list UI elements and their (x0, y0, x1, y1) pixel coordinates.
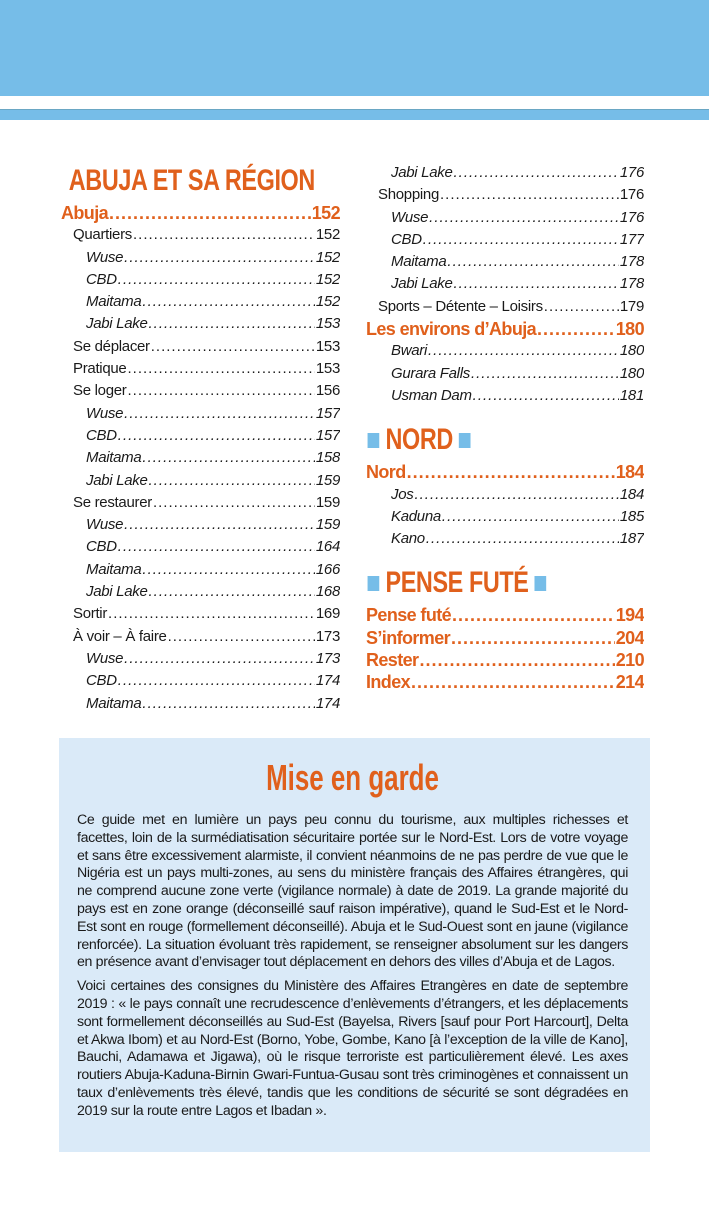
dot-leader (133, 224, 315, 246)
toc-entry[interactable] (61, 447, 340, 469)
dot-leader (127, 380, 314, 402)
toc-entry-page: 156 (315, 382, 340, 400)
dot-leader (452, 604, 615, 626)
toc-entry-label: Maitama (86, 293, 142, 311)
toc-entry-label: Index (366, 672, 411, 693)
dot-leader (440, 184, 619, 206)
toc-entry[interactable] (366, 162, 644, 184)
toc-entry-label: CBD (86, 426, 117, 444)
toc-entry-page: 185 (619, 507, 644, 525)
dot-leader (118, 536, 315, 558)
toc-entry[interactable] (61, 380, 340, 402)
toc-entry-page: 176 (619, 164, 644, 181)
toc-entry-label: Wuse (391, 208, 429, 226)
square-bullet-icon (459, 433, 471, 448)
dot-leader (473, 385, 619, 407)
toc-entry[interactable] (366, 506, 644, 528)
toc-entry[interactable] (366, 340, 644, 362)
header-stripe (0, 109, 709, 120)
dot-leader (118, 269, 315, 291)
toc-left-column (61, 162, 340, 715)
toc-entry[interactable] (366, 484, 644, 506)
toc-entry-label: Maitama (86, 449, 142, 467)
toc-entry-label: Wuse (86, 404, 124, 422)
toc-entry-label: Se loger (73, 382, 127, 400)
toc-entry-label: Wuse (86, 516, 124, 534)
dot-leader (118, 670, 315, 692)
toc-entry-label: Les environs d’Abuja (366, 319, 537, 340)
dot-leader (142, 447, 314, 469)
toc-entry-label: Abuja (61, 203, 109, 223)
toc-list-pense-fute (366, 604, 644, 693)
dot-leader (118, 425, 315, 447)
section-title-pense-fute: PENSE FUTÉ (366, 564, 583, 602)
toc-entry[interactable] (366, 251, 644, 273)
dot-leader (124, 514, 315, 536)
toc-entry-label: CBD (86, 672, 117, 690)
dot-leader (447, 251, 618, 273)
toc-entry-page: 159 (315, 493, 340, 511)
dot-leader (142, 291, 314, 313)
toc-entry-label: CBD (86, 270, 117, 288)
toc-right-column (366, 162, 644, 694)
toc-entry-page: 153 (315, 315, 340, 333)
dot-leader (471, 363, 619, 385)
toc-entry[interactable] (366, 528, 644, 550)
toc-entry[interactable] (366, 296, 644, 318)
toc-entry-label: CBD (391, 230, 422, 248)
toc-entry-label: Jabi Lake (391, 275, 453, 293)
toc-entry-page: 159 (315, 516, 340, 534)
toc-entry[interactable] (61, 693, 340, 715)
toc-list-abuja (61, 202, 340, 715)
toc-entry-page: 152 (315, 248, 340, 266)
toc-entry-label: Jos (391, 485, 414, 503)
toc-entry-label: Sortir (73, 605, 108, 623)
dot-leader (153, 492, 315, 514)
toc-entry-label: À voir – À faire (73, 627, 167, 645)
toc-entry-label: Gurara Falls (391, 364, 470, 382)
toc-entry-page: 187 (619, 530, 644, 548)
dot-leader (127, 358, 314, 380)
toc-entry[interactable] (61, 670, 340, 692)
toc-entry-page: 177 (619, 230, 644, 248)
toc-entry-page: 159 (315, 471, 340, 489)
dot-leader (537, 318, 615, 340)
toc-entry-page: 178 (619, 275, 644, 293)
toc-entry-label: Jabi Lake (86, 471, 148, 489)
toc-entry[interactable] (61, 358, 340, 380)
dot-leader (426, 528, 619, 550)
toc-entry-page: 180 (615, 319, 644, 340)
toc-entry-page: 153 (315, 337, 340, 355)
toc-entry-page: 174 (315, 672, 340, 690)
warning-box (59, 738, 650, 1152)
dot-leader (109, 202, 311, 224)
toc-entry-page: 179 (619, 297, 644, 315)
dot-leader (428, 340, 619, 362)
toc-entry[interactable] (61, 581, 340, 603)
dot-leader (142, 559, 314, 581)
toc-entry-label: Rester (366, 650, 419, 671)
toc-entry-label: Jabi Lake (391, 164, 453, 181)
toc-entry[interactable] (61, 313, 340, 335)
dot-leader (429, 207, 619, 229)
toc-entry-page: 166 (315, 560, 340, 578)
toc-entry-label: Wuse (86, 649, 124, 667)
toc-entry[interactable] (61, 269, 340, 291)
toc-entry-page: 152 (315, 226, 340, 244)
toc-entry[interactable] (366, 207, 644, 229)
toc-entry[interactable] (61, 648, 340, 670)
square-bullet-icon (535, 576, 547, 591)
toc-entry[interactable] (366, 385, 644, 407)
toc-entry-label: Jabi Lake (86, 315, 148, 333)
dot-leader (124, 648, 315, 670)
toc-entry-page: 173 (315, 649, 340, 667)
dot-leader (149, 313, 315, 335)
toc-entry-page: 176 (619, 208, 644, 226)
toc-list-abuja-continued (366, 162, 644, 407)
toc-entry-page: 178 (619, 253, 644, 271)
dot-leader (414, 484, 618, 506)
toc-entry-page: 157 (315, 426, 340, 444)
dot-leader (124, 247, 315, 269)
toc-entry-page: 153 (315, 360, 340, 378)
toc-entry[interactable] (61, 202, 340, 224)
toc-entry[interactable] (61, 536, 340, 558)
toc-entry-label: Usman Dam (391, 386, 472, 404)
toc-entry[interactable] (61, 247, 340, 269)
toc-entry-page: 169 (315, 605, 340, 623)
toc-entry-label: Bwari (391, 342, 428, 360)
dot-leader (454, 273, 619, 295)
toc-entry-page: 204 (615, 627, 644, 648)
toc-entry-label: CBD (86, 538, 117, 556)
toc-entry[interactable] (61, 559, 340, 581)
toc-entry[interactable] (366, 649, 644, 671)
toc-entry-label: Maitama (86, 560, 142, 578)
toc-entry-page: 158 (315, 449, 340, 467)
toc-entry[interactable] (61, 603, 340, 625)
toc-entry-label: Sports – Détente – Loisirs (378, 297, 543, 315)
toc-entry[interactable] (61, 291, 340, 313)
toc-entry-page: 152 (315, 293, 340, 311)
dot-leader (149, 470, 315, 492)
toc-entry-page: 210 (615, 650, 644, 671)
toc-entry[interactable] (366, 184, 644, 206)
toc-entry-label: Se restaurer (73, 493, 152, 511)
toc-entry[interactable] (61, 514, 340, 536)
toc-entry[interactable] (61, 626, 340, 648)
toc-entry-label: Wuse (86, 248, 124, 266)
toc-entry[interactable] (61, 425, 340, 447)
toc-entry[interactable] (366, 318, 644, 340)
toc-entry-label: Shopping (378, 186, 439, 204)
dot-leader (442, 506, 619, 528)
toc-entry-page: 181 (619, 386, 644, 404)
toc-entry-label: Maitama (391, 253, 447, 271)
dot-leader (423, 229, 619, 251)
square-bullet-icon (368, 576, 380, 591)
dot-leader (419, 649, 614, 671)
toc-list-nord (366, 461, 644, 550)
toc-entry[interactable] (366, 627, 644, 649)
toc-entry-page: 214 (615, 672, 644, 693)
dot-leader (451, 627, 615, 649)
toc-entry-label: Jabi Lake (86, 583, 148, 601)
header-band (0, 0, 709, 96)
toc-entry[interactable] (61, 336, 340, 358)
toc-entry-label: Se déplacer (73, 337, 150, 355)
dot-leader (411, 671, 615, 693)
toc-entry-page: 194 (615, 605, 644, 626)
warning-title: Mise en garde (266, 757, 439, 798)
toc-entry[interactable] (366, 461, 644, 483)
toc-entry-label: Pense futé (366, 605, 452, 626)
toc-entry-page: 173 (315, 627, 340, 645)
toc-entry-page: 168 (315, 583, 340, 601)
toc-entry[interactable] (366, 363, 644, 385)
toc-entry[interactable] (366, 273, 644, 295)
toc-entry-page: 164 (315, 538, 340, 556)
toc-entry[interactable] (366, 229, 644, 251)
toc-entry[interactable] (61, 403, 340, 425)
dot-leader (149, 581, 315, 603)
square-bullet-icon (368, 433, 380, 448)
toc-entry-page: 180 (619, 364, 644, 382)
toc-entry[interactable] (61, 470, 340, 492)
toc-entry[interactable] (61, 224, 340, 246)
dot-leader (124, 403, 315, 425)
toc-entry[interactable] (366, 671, 644, 693)
toc-entry[interactable] (366, 604, 644, 626)
toc-entry-label: S’informer (366, 627, 451, 648)
toc-entry-page: 180 (619, 342, 644, 360)
toc-entry-page: 152 (311, 203, 340, 223)
toc-entry-page: 184 (615, 462, 644, 483)
dot-leader (151, 336, 315, 358)
dot-leader (142, 693, 314, 715)
section-title-nord: NORD (366, 421, 583, 459)
toc-entry-label: Nord (366, 462, 406, 483)
dot-leader (407, 461, 615, 483)
warning-paragraph: Voici certaines des consignes du Ministère des Affaires Etrangères en date de septembre 2019 : « le pays connaît une recrudescence d’enlèvements d’étrangers, et les déplacements sont formellement déconseillés au Sud-Est (Bayelsa, Rivers [sauf pour Port Harcourt], Delta et Akwa Ibom) et au Nord-Est (Borno, Yobe, Gombe, Kano [à l’exception de la ville de Kano], Bauchi, Adamawa et Jigawa), où le risque terroriste est particulièrement élevé. Les axes routiers Abuja-Kaduna-Birnin Gwari-Funtua-Gusau sont très criminogènes et connaissent un taux d’enlèvements très élevé, tandis que les conditions de sécurité se sont dégradées en 2019 sur la route entre Lagos et Ibadan ». (77, 978, 628, 1119)
dot-leader (544, 296, 619, 318)
toc-entry-label: Quartiers (73, 226, 132, 244)
toc-entry-label: Kaduna (391, 507, 441, 525)
toc-entry-page: 157 (315, 404, 340, 422)
toc-entry-page: 184 (619, 485, 644, 503)
section-title-abuja: ABUJA ET SA RÉGION (68, 164, 315, 197)
dot-leader (108, 603, 315, 625)
toc-entry-page: 152 (315, 270, 340, 288)
toc-entry-page: 174 (315, 694, 340, 712)
toc-entry-label: Maitama (86, 694, 142, 712)
dot-leader (168, 626, 315, 648)
toc-entry-label: Kano (391, 530, 425, 548)
toc-entry[interactable] (61, 492, 340, 514)
dot-leader (454, 162, 619, 184)
toc-entry-page: 176 (619, 186, 644, 204)
toc-entry-label: Pratique (73, 360, 127, 378)
warning-paragraph: Ce guide met en lumière un pays peu connu du tourisme, aux multiples richesses et facettes, loin de la surmédiatisation sécuritaire portée sur le Nord-Est. Lors de votre voyage et sans être excessivement alarmiste, il convient néanmoins de ne pas perdre de vue que le Nigéria est un pays multi-zones, au sens du ministère français des Affaires étrangères, qui ne comprend aucune zone verte (vigilance normale) à date de 2019. La grande majorité du pays est en zone orange (déconseillé sauf raison impérative), quand le Sud-Est et le Nord-Est sont en rouge (formellement déconseillé). Abuja et le Sud-Ouest sont en jaune (vigilance renforcée). La situation évoluant très rapidement, se renseigner absolument sur les dangers en présence avant d’envisager tout déplacement en dehors des villes d’Abuja et de Lagos. (77, 812, 628, 971)
